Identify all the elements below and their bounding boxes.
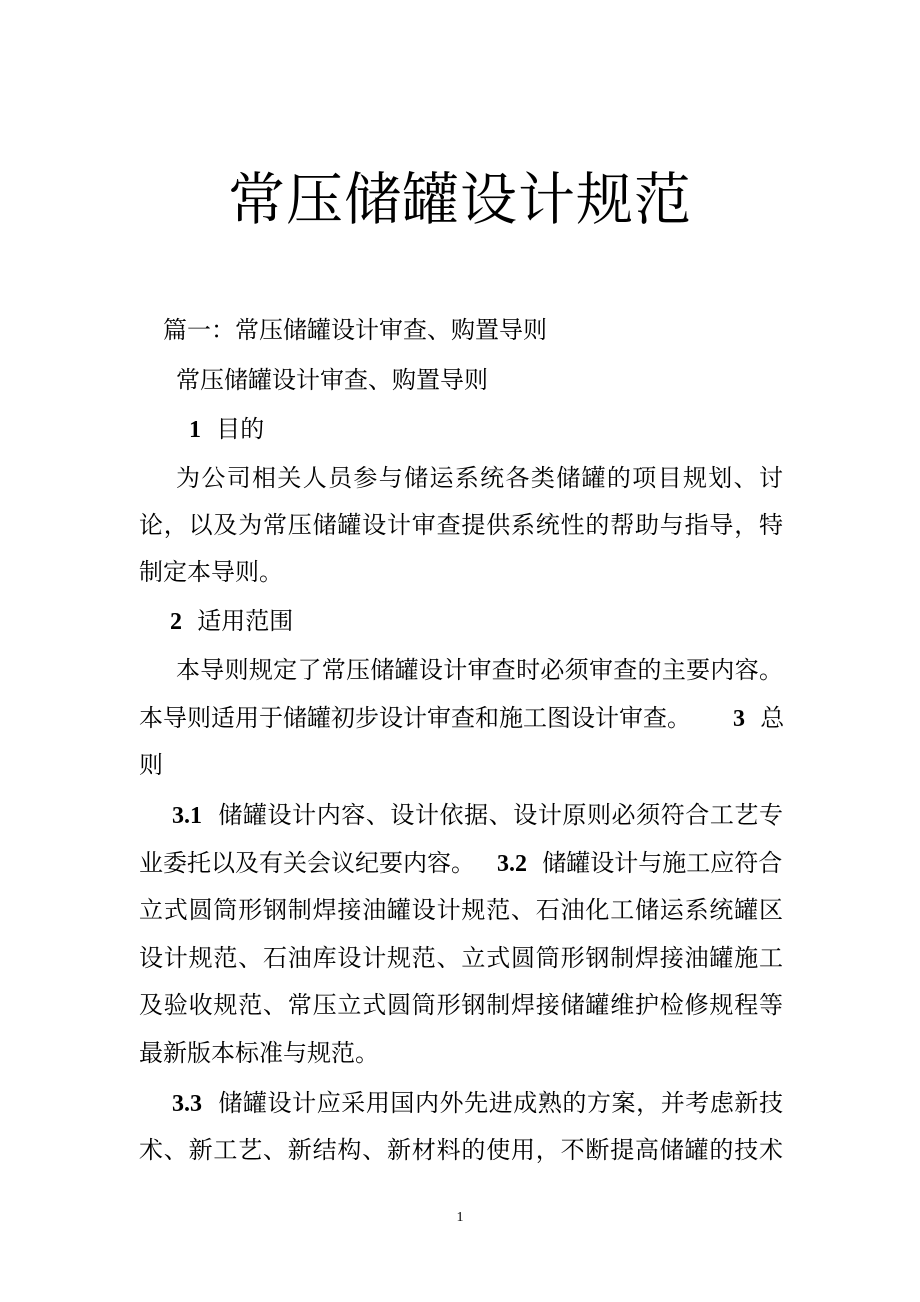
section-3-2-line-2: 立式圆筒形钢制焊接油罐设计规范、石油化工储运系统罐区 — [139, 896, 783, 924]
section-3-1-line-1 — [172, 797, 783, 834]
section-3-2-line-1: 储罐设计与施工应符合 — [542, 849, 783, 877]
document-title: 常压储罐设计规范 — [228, 167, 692, 233]
section-3-1-text: 储罐设计内容、设计依据、设计原则必须符合工艺专 — [218, 801, 783, 829]
section-3-number: 3 — [733, 706, 745, 732]
purpose-text-line-3: 制定本导则。 — [139, 558, 283, 586]
section-1-title: 目的 — [216, 415, 265, 443]
section-3-2-line-3: 设计规范、石油库设计规范、立式圆筒形钢制焊接油罐施工 — [139, 944, 783, 972]
section-3-3-text: 储罐设计应采用国内外先进成熟的方案，并考虑新技 — [218, 1089, 783, 1117]
section-3-3-number: 3.3 — [172, 1091, 202, 1117]
section-1-number: 1 — [189, 417, 201, 443]
purpose-text-line-2: 论，以及为常压储罐设计审查提供系统性的帮助与指导，特 — [139, 511, 783, 539]
section-3-heading-start — [733, 700, 784, 737]
section-3-1-line-2-row — [139, 845, 783, 881]
section-3-3-line-1 — [172, 1085, 783, 1122]
section-3-title-part-2: 则 — [139, 751, 163, 779]
section-3-1-line-2: 业委托以及有关会议纪要内容。 — [139, 849, 475, 877]
section-3-2-line-4: 及验收规范、常压立式圆筒形钢制焊接储罐维护检修规程等 — [139, 991, 783, 1019]
article-heading: 篇一：常压储罐设计审查、购置导则 — [163, 316, 547, 344]
section-2-heading — [170, 603, 293, 640]
purpose-text-line-1: 为公司相关人员参与储运系统各类储罐的项目规划、讨 — [176, 464, 783, 492]
scope-text-line-2 — [139, 700, 783, 736]
section-3-1-number: 3.1 — [172, 803, 202, 829]
section-2-number: 2 — [170, 609, 182, 635]
section-3-3-line-2: 术、新工艺、新结构、新材料的使用，不断提高储罐的技术 — [139, 1136, 783, 1164]
section-2-title: 适用范围 — [197, 607, 294, 635]
document-subtitle: 常压储罐设计审查、购置导则 — [176, 366, 488, 394]
scope-text: 本导则适用于储罐初步设计审查和施工图设计审查。 — [139, 704, 691, 732]
section-3-title-part-1: 总 — [760, 704, 785, 732]
section-3-2-line-5: 最新版本标准与规范。 — [139, 1039, 379, 1067]
section-3-2-number: 3.2 — [497, 851, 527, 877]
section-1-heading — [189, 411, 264, 448]
page-number: 1 — [456, 1210, 464, 1225]
section-3-2-start — [497, 845, 782, 882]
scope-text-line-1: 本导则规定了常压储罐设计审查时必须审查的主要内容。 — [176, 656, 783, 684]
